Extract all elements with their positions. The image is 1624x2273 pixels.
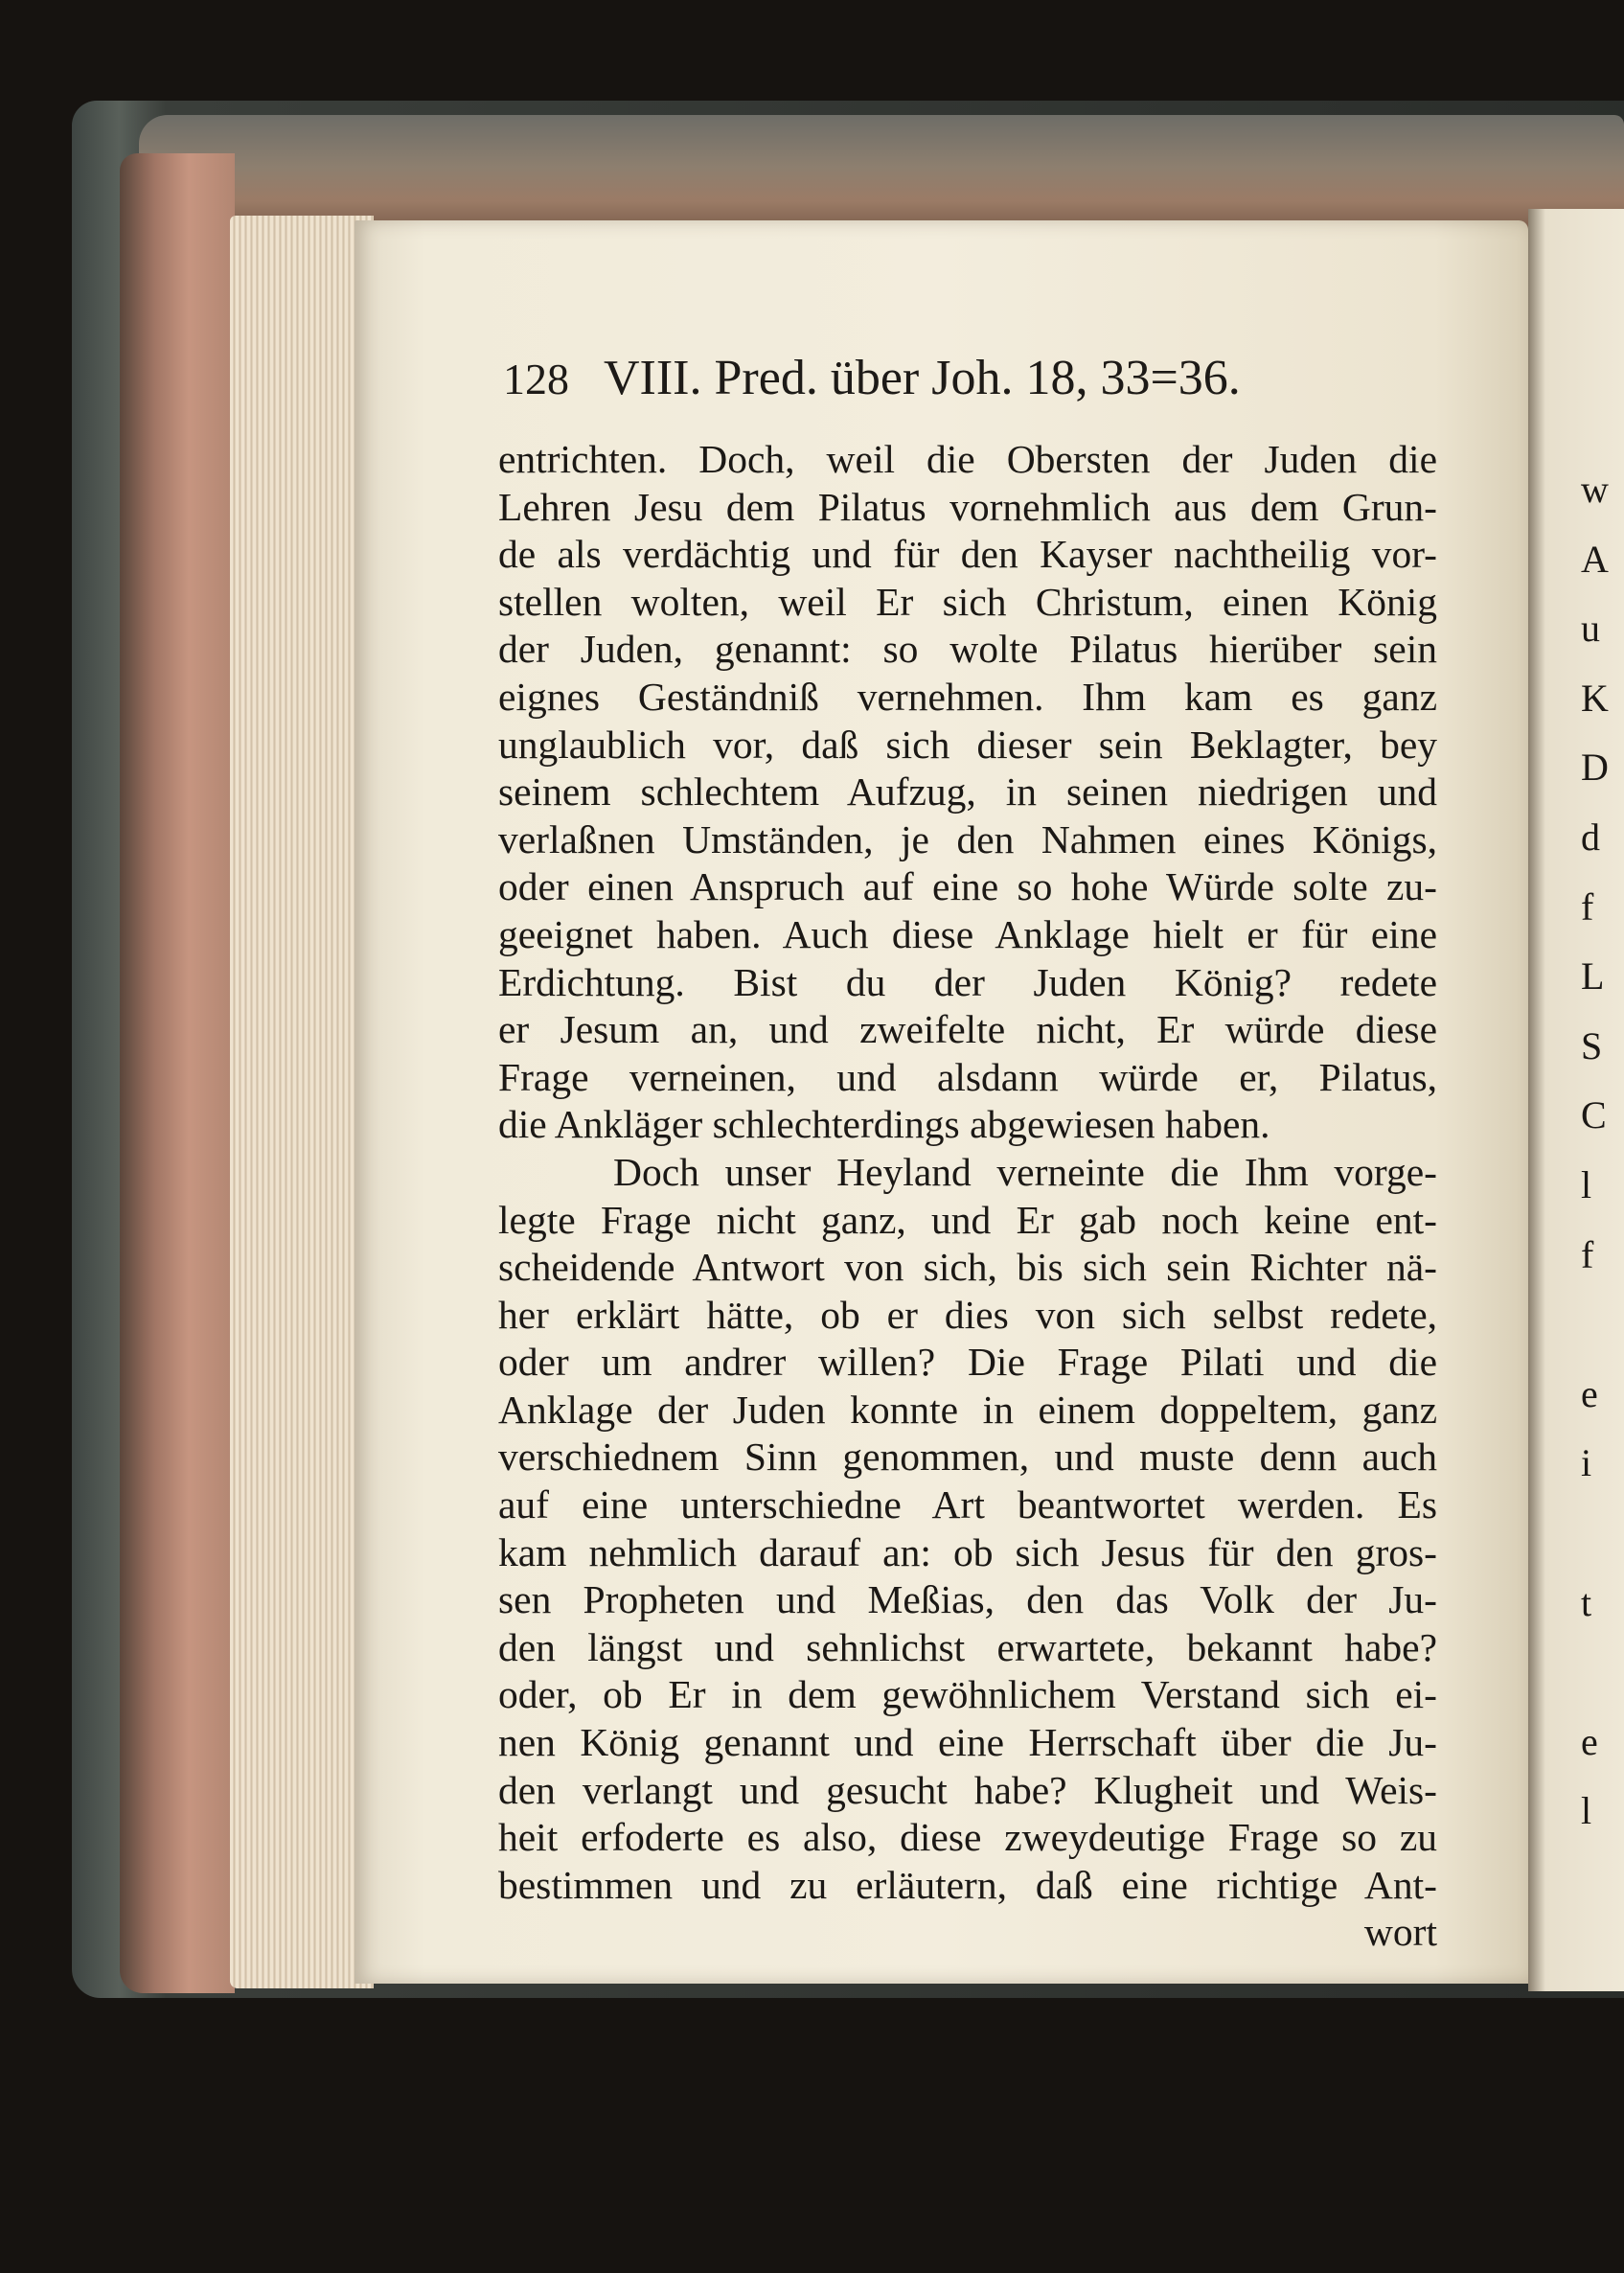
book-head-edge [139,115,1624,230]
text-line: entrichten. Doch, weil die Obersten der Juden die [498,437,1437,481]
text-line: stellen wolten, weil Er sich Christum, einen König [498,579,1437,624]
text-line: legte Frage nicht ganz, und Er gab noch keine ent- [498,1197,1437,1242]
facing-page-letter: w [1581,468,1609,511]
facing-page-letter: l [1581,1789,1592,1833]
facing-page-letter: L [1581,954,1605,999]
facing-page-text [1581,455,1624,1847]
text-line: verschiednem Sinn genommen, und muste denn auch [498,1435,1437,1480]
facing-page-letter: K [1581,676,1609,720]
text-line: seinem schlechtem Aufzug, in seinen niedrigen und [498,769,1437,815]
facing-page-letter: D [1581,746,1609,790]
text-line: her erklärt hätte, ob er dies von sich selbst redete, [498,1292,1437,1337]
text-line: oder einen Anspruch auf eine so hohe Würde solte zu- [498,864,1437,909]
text-line: nen König genannt und eine Herrschaft über die Ju- [498,1720,1437,1765]
text-line: Frage verneinen, und alsdann würde er, Pilatus, [498,1054,1437,1099]
facing-page-letter: e [1581,1371,1598,1415]
text-line: die Ankläger schlechterdings abgewiesen haben. [498,1102,1270,1147]
facing-page-letter: e [1581,1719,1598,1763]
facing-page-letter: S [1581,1023,1603,1068]
facing-page-letter: f [1581,1232,1594,1276]
text-line: oder um andrer willen? Die Frage Pilati und die [498,1340,1437,1385]
text-line: de als verdächtig und für den Kayser nachtheilig vor- [498,532,1437,577]
text-line: den verlangt und gesucht habe? Klugheit und Weis- [498,1767,1437,1812]
text-line: verlaßnen Umständen, je den Nahmen eines Königs, [498,816,1437,861]
text-line: Erdichtung. Bist du der Juden König? redete [498,959,1437,1004]
catchword: wort [1363,1910,1437,1955]
text-line: Lehren Jesu dem Pilatus vornehmlich aus dem Grun- [498,484,1437,529]
text-line: oder, ob Er in dem gewöhnlichem Verstand sich ei- [498,1672,1437,1717]
body-text [498,436,1437,1957]
text-line: heit erfoderte es also, diese zweydeutige Frage so zu [498,1815,1437,1860]
text-line: er Jesum an, und zweifelte nicht, Er würde diese [498,1007,1437,1052]
text-line: geeignet haben. Auch diese Anklage hielt er für eine [498,911,1437,956]
book-fore-edge [120,153,235,1993]
text-line: der Juden, genannt: so wolte Pilatus hierüber sein [498,627,1437,672]
page-stack [230,216,374,1988]
facing-page-letter: C [1581,1093,1607,1137]
facing-page-letter: t [1581,1580,1592,1624]
facing-page-letter: i [1581,1441,1592,1485]
text-line: den längst und sehnlichst erwartete, bekannt habe? [498,1624,1437,1669]
text-line: eignes Geständniß vernehmen. Ihm kam es ganz [498,674,1437,719]
text-line: Anklage der Juden konnte in einem doppeltem, ganz [498,1387,1437,1432]
text-line: auf eine unterschiedne Art beantwortet werden. Es [498,1482,1437,1527]
facing-page-letter: l [1581,1162,1592,1206]
facing-page-letter [1581,1638,1624,1708]
text-line: kam nehmlich darauf an: ob sich Jesus für den gros- [498,1529,1437,1574]
facing-page-letter: A [1581,537,1609,581]
text-line: bestimmen und zu erläutern, daß eine richtige Ant- [498,1862,1437,1907]
text-line: scheidende Antwort von sich, bis sich sein Richter nä- [498,1245,1437,1290]
text-line: Doch unser Heyland verneinte die Ihm vorge- [613,1149,1437,1194]
facing-page-letter: u [1581,607,1600,651]
text-line: sen Propheten und Meßias, den das Volk der Ju- [498,1577,1437,1622]
running-title: VIII. Pred. über Joh. 18, 33=36. [604,351,1241,405]
facing-page-letter: d [1581,815,1600,859]
facing-page-letter: f [1581,884,1594,929]
running-head [503,350,1289,417]
text-line: unglaublich vor, daß sich dieser sein Beklagter, bey [498,722,1437,767]
facing-page-letter [1581,1499,1624,1569]
page-number: 128 [503,355,569,403]
facing-page-letter [1581,1290,1624,1360]
